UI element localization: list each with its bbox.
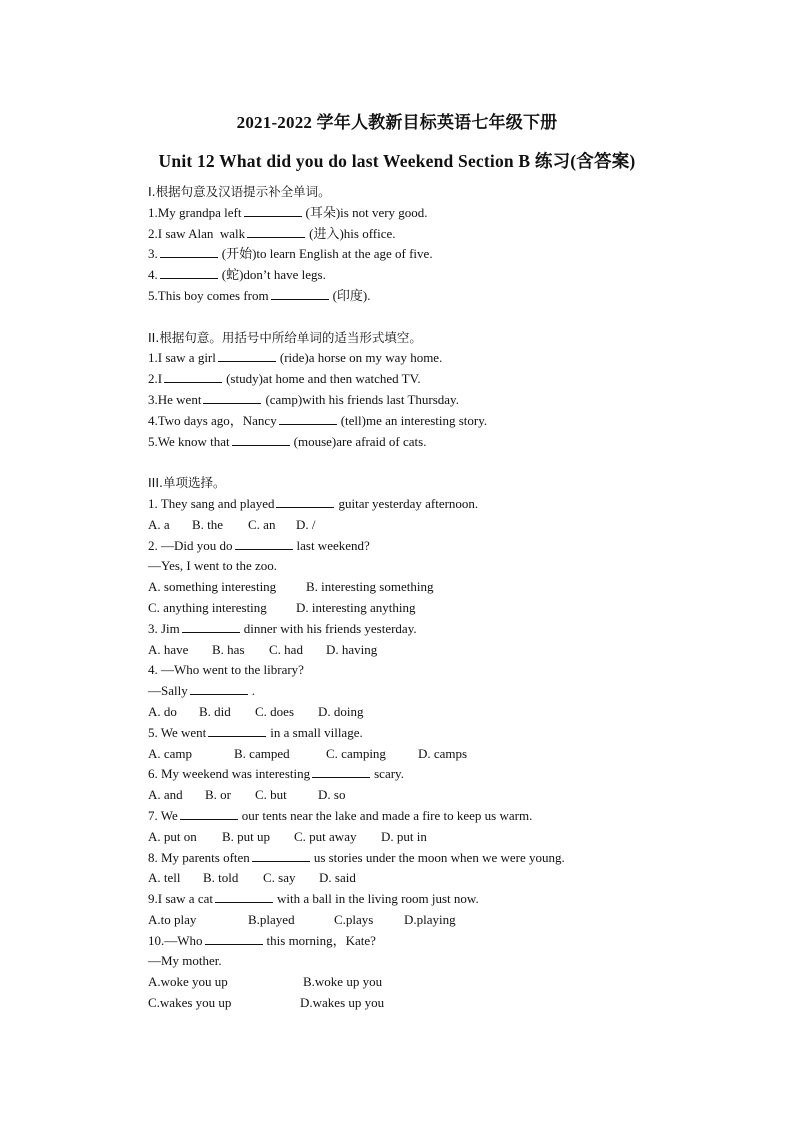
answer-blank[interactable] — [218, 349, 276, 362]
answer-blank[interactable] — [252, 849, 310, 862]
answer-blank[interactable] — [232, 433, 290, 446]
option[interactable]: B. interesting something — [306, 579, 434, 595]
option[interactable]: B. told — [203, 870, 239, 886]
mc-options — [148, 972, 668, 993]
option[interactable]: D. so — [318, 787, 346, 803]
answer-blank[interactable] — [276, 495, 334, 508]
option[interactable]: D.wakes up you — [300, 995, 385, 1011]
answer-blank[interactable] — [205, 932, 263, 945]
option[interactable]: D. doing — [318, 703, 364, 719]
mc-options — [148, 868, 668, 889]
question-item: 5.This boy comes from (印度). — [148, 287, 371, 303]
mc-question: 4. —Who went to the library? — [148, 662, 304, 678]
question-item: 1.I saw a girl (ride)a horse on my way home. — [148, 350, 443, 366]
option[interactable]: D. put in — [381, 828, 427, 844]
answer-blank[interactable] — [244, 204, 302, 217]
mc-question: 1. They sang and played guitar yesterday afternoon. — [148, 495, 479, 511]
option[interactable]: B. the — [192, 516, 224, 532]
mc-options — [148, 640, 668, 661]
question-item: 2.I saw Alan walk (进入)his office. — [148, 225, 396, 241]
option[interactable]: A. have — [148, 641, 189, 657]
section1-heading: I.根据句意及汉语提示补全单词。 — [148, 184, 331, 199]
answer-blank[interactable] — [164, 370, 222, 383]
answer-blank[interactable] — [182, 620, 240, 633]
worksheet-body — [148, 182, 668, 1014]
option[interactable]: A. something interesting — [148, 579, 277, 595]
option[interactable]: D. said — [319, 870, 356, 886]
mc-options — [148, 910, 668, 931]
option[interactable]: A. and — [148, 787, 183, 803]
option[interactable]: C. say — [263, 870, 296, 886]
section2-heading: II.根据句意。用括号中所给单词的适当形式填空。 — [148, 329, 422, 345]
option[interactable]: C. anything interesting — [148, 599, 267, 615]
question-item: 3. (开始)to learn English at the age of five. — [148, 246, 433, 262]
answer-blank[interactable] — [180, 807, 238, 820]
mc-options — [148, 702, 668, 723]
option[interactable]: C. an — [248, 516, 276, 532]
mc-question: 5. We went in a small village. — [148, 724, 363, 740]
option[interactable]: A. do — [148, 703, 177, 719]
mc-options — [148, 515, 668, 536]
option[interactable]: A. a — [148, 516, 170, 532]
option[interactable]: D. having — [326, 641, 378, 657]
option[interactable]: D. camps — [418, 745, 468, 761]
answer-blank[interactable] — [190, 682, 248, 695]
mc-question: 8. My parents often us stories under the moon when we were young. — [148, 849, 565, 865]
mc-options — [148, 827, 668, 848]
option[interactable]: A.to play — [148, 911, 197, 927]
mc-options — [148, 577, 668, 598]
option[interactable]: C. but — [255, 787, 287, 803]
option[interactable]: A.woke you up — [148, 974, 228, 990]
answer-blank[interactable] — [203, 391, 261, 404]
question-item: 4.Two days ago，Nancy (tell)me an interesting story. — [148, 412, 488, 428]
answer-blank[interactable] — [235, 537, 293, 550]
option[interactable]: B. has — [212, 641, 245, 657]
mc-question: 9.I saw a cat with a ball in the living room just now. — [148, 891, 479, 907]
option[interactable]: B. camped — [234, 745, 290, 761]
option[interactable]: C. does — [255, 703, 294, 719]
answer-blank[interactable] — [279, 412, 337, 425]
question-item: 1.My grandpa left (耳朵)is not very good. — [148, 204, 428, 220]
question-item: 3.He went (camp)with his friends last Thursday. — [148, 391, 459, 407]
option[interactable]: C. had — [269, 641, 303, 657]
answer-blank[interactable] — [247, 225, 305, 238]
option[interactable]: A. put on — [148, 828, 197, 844]
mc-options — [148, 744, 668, 765]
answer-blank[interactable] — [160, 266, 218, 279]
option[interactable]: A. camp — [148, 745, 193, 761]
option[interactable]: D. / — [296, 516, 316, 532]
option[interactable]: A. tell — [148, 870, 181, 886]
option[interactable]: C. camping — [326, 745, 386, 761]
option[interactable]: C. put away — [294, 828, 357, 844]
mc-question: 6. My weekend was interesting scary. — [148, 766, 404, 782]
mc-question: 10.—Who this morning，Kate? — [148, 932, 376, 948]
option[interactable]: D. interesting anything — [296, 599, 416, 615]
mc-options — [148, 598, 668, 619]
section3-heading: III.单项选择。 — [148, 475, 226, 491]
dialogue-reply: —Sally . — [148, 683, 255, 699]
option[interactable]: C.wakes you up — [148, 995, 232, 1011]
answer-blank[interactable] — [271, 287, 329, 300]
option[interactable]: B.woke up you — [303, 974, 383, 990]
document-subtitle: Unit 12 What did you do last Weekend Section B 练习(含答案) — [158, 151, 636, 171]
mc-question: 7. We our tents near the lake and made a fire to keep us warm. — [148, 807, 533, 823]
option[interactable]: B. or — [205, 787, 231, 803]
option[interactable]: B. did — [199, 703, 231, 719]
mc-options — [148, 785, 668, 806]
question-item: 2.I (study)at home and then watched TV. — [148, 371, 421, 387]
option[interactable]: B. put up — [222, 828, 271, 844]
answer-blank[interactable] — [160, 245, 218, 258]
question-item: 4. (蛇)don’t have legs. — [148, 267, 326, 283]
mc-question: 3. Jim dinner with his friends yesterday. — [148, 620, 417, 636]
dialogue-reply: —My mother. — [148, 953, 222, 969]
question-item: 5.We know that (mouse)are afraid of cats. — [148, 433, 427, 449]
mc-options — [148, 993, 668, 1014]
option[interactable]: D.playing — [404, 911, 456, 927]
answer-blank[interactable] — [312, 765, 370, 778]
option[interactable]: C.plays — [334, 911, 374, 927]
dialogue-reply: —Yes, I went to the zoo. — [148, 558, 278, 574]
answer-blank[interactable] — [215, 890, 273, 903]
answer-blank[interactable] — [208, 724, 266, 737]
mc-question: 2. —Did you do last weekend? — [148, 537, 370, 553]
document-title: 2021-2022 学年人教新目标英语七年级下册 — [236, 113, 558, 132]
option[interactable]: B.played — [248, 911, 295, 927]
